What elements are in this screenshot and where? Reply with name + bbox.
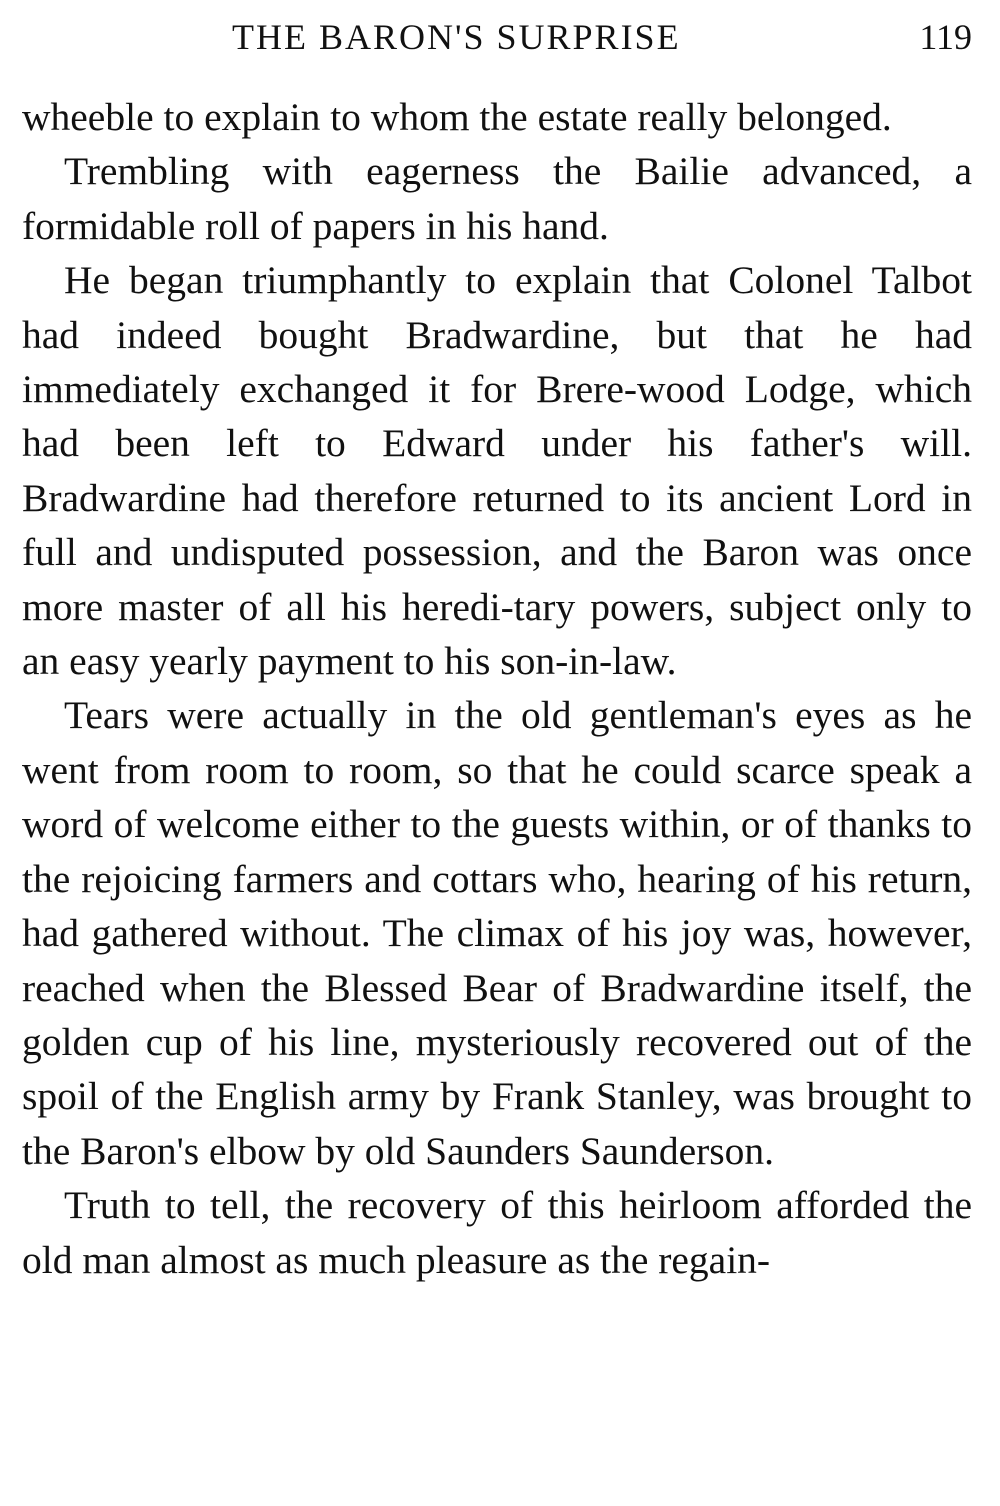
page-number: 119 xyxy=(919,17,972,57)
paragraph-3: He began triumphantly to explain that Colonel Talbot had indeed bought Bradwardine, but that he had immediately exchanged it for Brere-wood Lodge, which had been left to Edward under his father's will. Bradwardine had therefore returned to its ancient Lord in full and undisputed possession, and the Baron was once more master of all his heredi-tary powers, subject only to an easy yearly payment to his son-in-law. xyxy=(22,258,972,684)
running-title: THE BARON'S SURPRISE xyxy=(232,17,681,57)
running-head xyxy=(22,12,972,62)
paragraph-1: wheeble to explain to whom the estate really belonged. xyxy=(22,95,892,139)
body-text xyxy=(22,90,972,1287)
paragraph-2: Trembling with eagerness the Bailie advanced, a formidable roll of papers in his hand. xyxy=(22,149,972,248)
paragraph-4: Tears were actually in the old gentleman's eyes as he went from room to room, so that he could scarce speak a word of welcome either to the guests within, or of thanks to the rejoicing farmers and cottars who, hearing of his return, had gathered without. The climax of his joy was, however, reached when the Blessed Bear of Bradwardine itself, the golden cup of his line, mysteriously recovered out of the spoil of the English army by Frank Stanley, was brought to the Baron's elbow by old Saunders Saunderson. xyxy=(22,693,972,1173)
paragraph-5: Truth to tell, the recovery of this heirloom afforded the old man almost as much pleasure as the regain- xyxy=(22,1183,972,1282)
